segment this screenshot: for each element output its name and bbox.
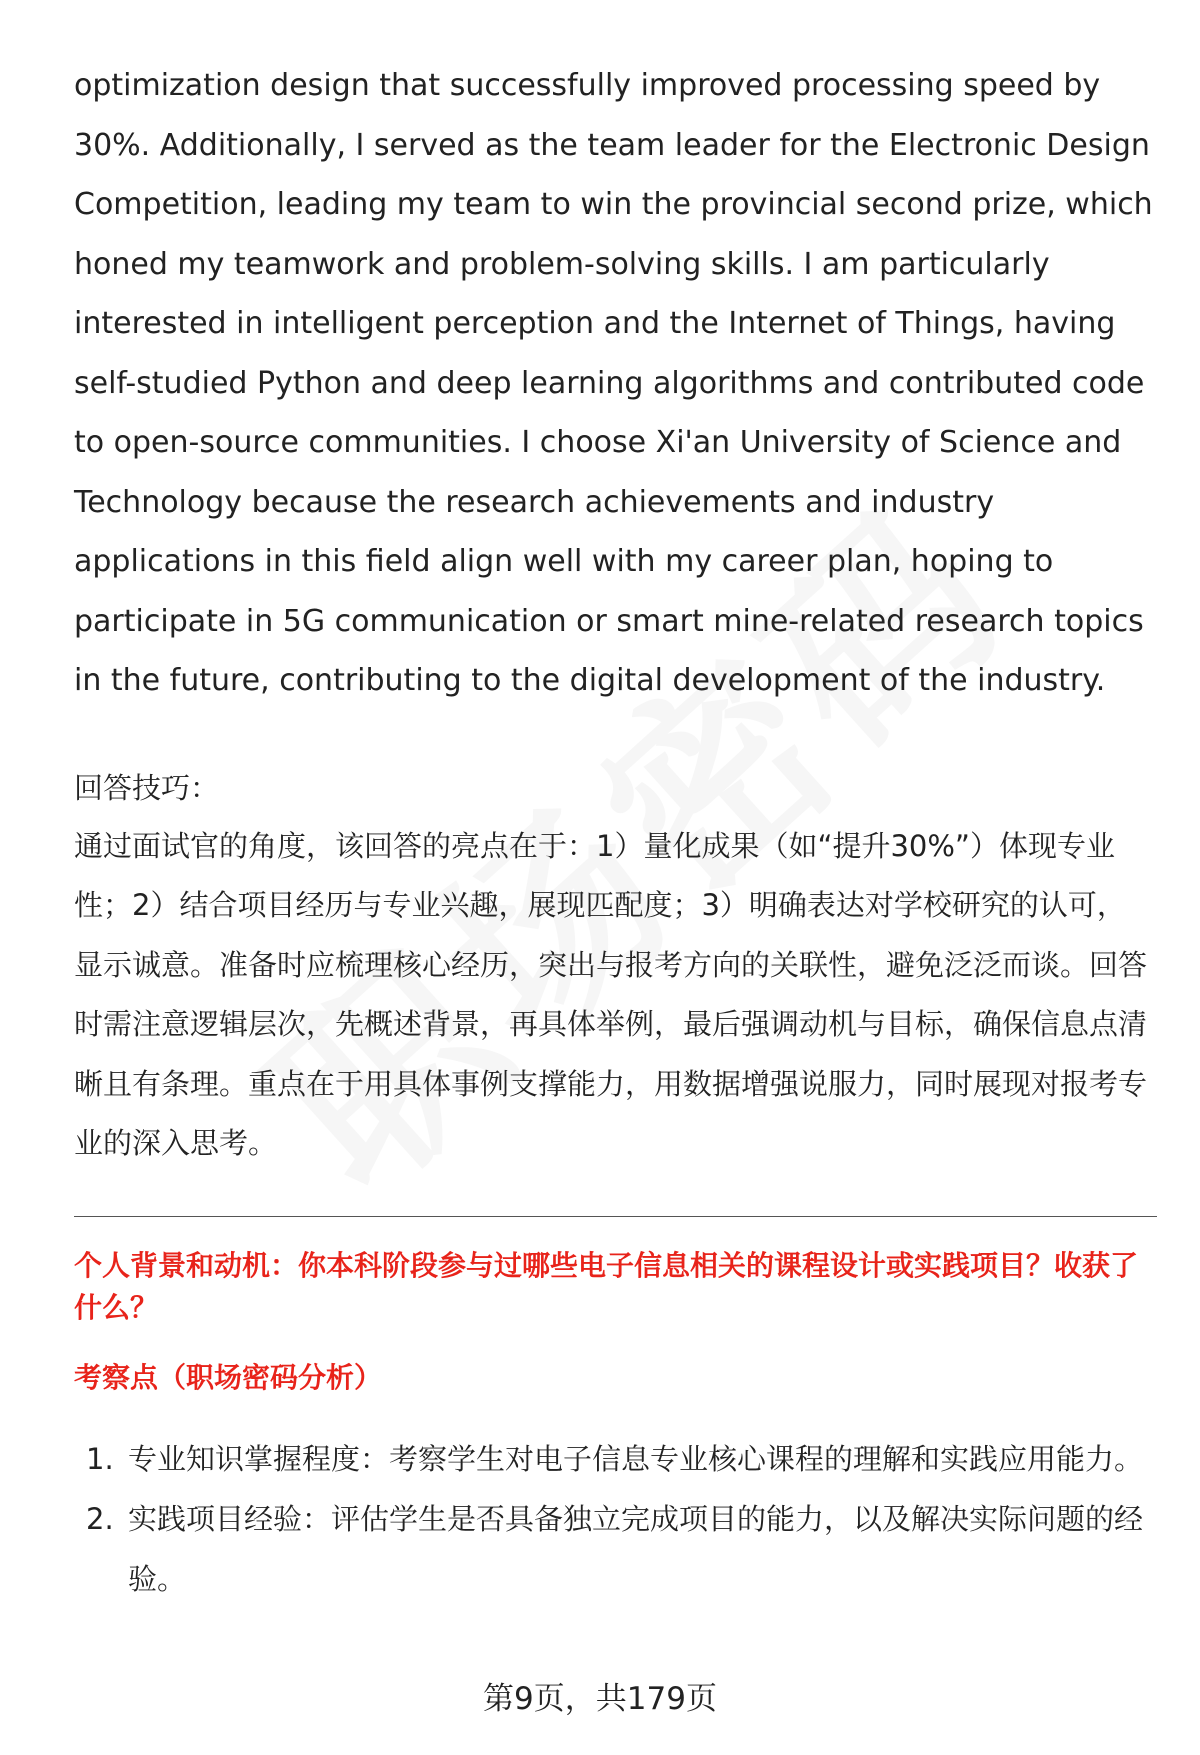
list-item-text: 专业知识掌握程度：考察学生对电子信息专业核心课程的理解和实践应用能力。 bbox=[128, 1441, 1144, 1476]
analysis-title: 考察点（职场密码分析） bbox=[74, 1360, 383, 1394]
answer-paragraph: optimization design that successfully improved processing speed by 30%. Additionally, I served as the team leader for the Electronic Design Competition, leading my team to win the provincial second prize, which honed my teamwork and problem-solving skills. I am particularly interested in intelligent perception and the Internet of Things, having self-studied Python and deep learning algorithms and contributed code to open-source communities. I choose Xi'an University of Science and Technology because the research achievements and industry applications in this field align well with my career plan, hoping to participate in 5G communication or smart mine-related research topics in the future, contributing to the digital development of the industry. bbox=[74, 68, 1153, 698]
section-divider bbox=[74, 1216, 1157, 1217]
question-heading: 个人背景和动机：你本科阶段参与过哪些电子信息相关的课程设计或实践项目？收获了什么？ bbox=[74, 1248, 1139, 1324]
page-content bbox=[74, 56, 1154, 1609]
analysis-list bbox=[74, 1429, 1154, 1609]
list-item-number: 2. bbox=[86, 1501, 114, 1536]
list-item bbox=[74, 1489, 1154, 1609]
tips-body: 通过面试官的角度，该回答的亮点在于：1）量化成果（如“提升30%”）体现专业性；2）结合项目经历与专业兴趣，展现匹配度；3）明确表达对学校研究的认可，显示诚意。准备时应梳理核心经历，突出与报考方向的关联性，避免泛泛而谈。回答时需注意逻辑层次，先概述背景，再具体举例，最后强调动机与目标，确保信息点清晰且有条理。重点在于用具体事例支撑能力，用数据增强说服力，同时展现对报考专业的深入思考。 bbox=[74, 828, 1148, 1160]
page-footer: 第9页，共179页 bbox=[483, 1681, 717, 1717]
list-item-text: 实践项目经验：评估学生是否具备独立完成项目的能力，以及解决实际问题的经验。 bbox=[128, 1501, 1144, 1596]
tips-label: 回答技巧： bbox=[74, 770, 220, 805]
list-item bbox=[74, 1429, 1154, 1489]
list-item-number: 1. bbox=[86, 1441, 114, 1476]
